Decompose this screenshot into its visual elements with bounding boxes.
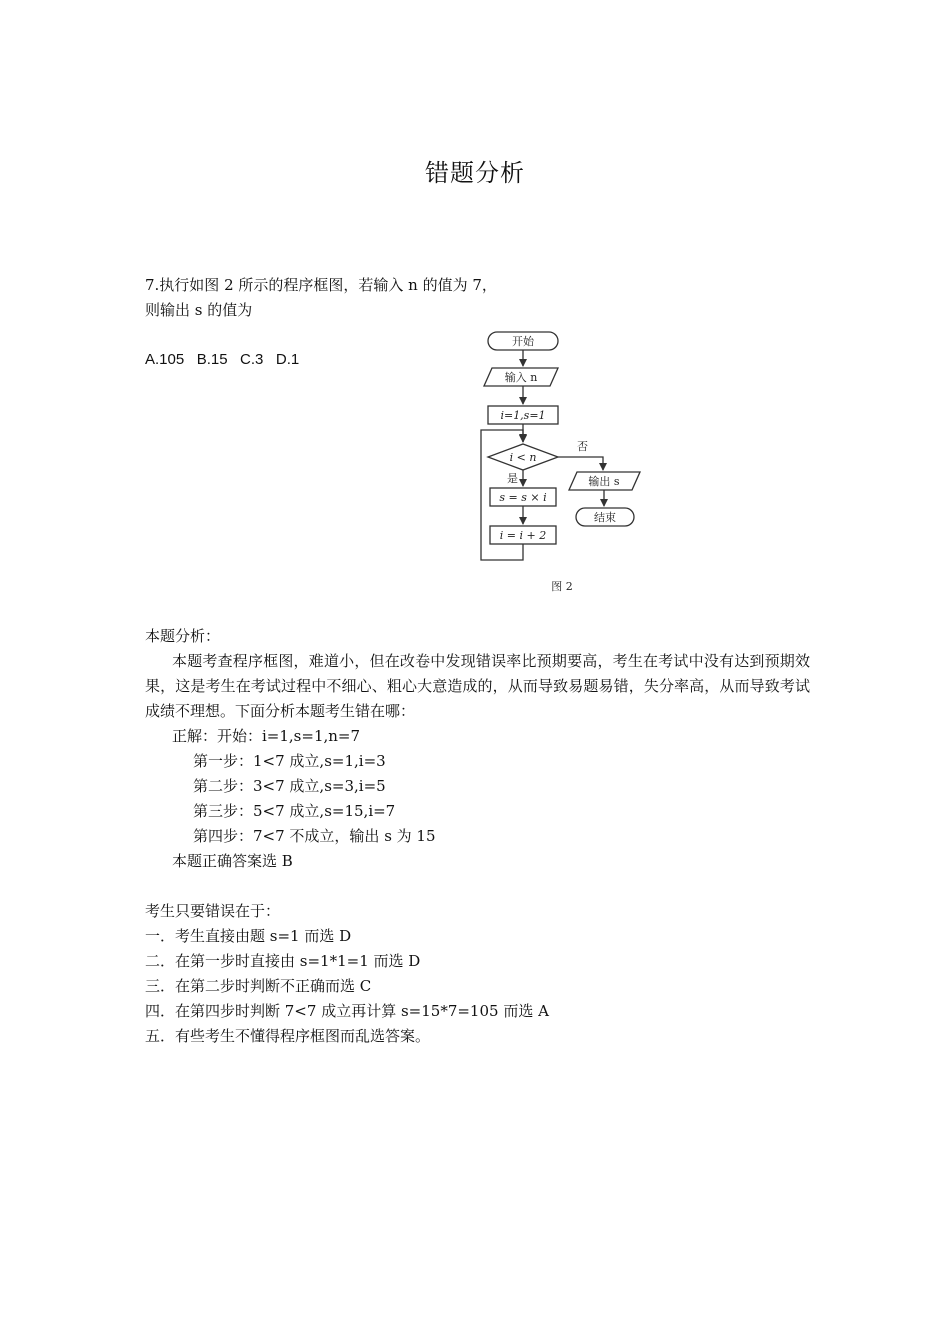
increment-text: i = i + 2: [499, 529, 547, 542]
no-label: 否: [577, 440, 588, 453]
input-text: 输入 n: [504, 371, 538, 384]
condition-text: i < n: [509, 451, 537, 464]
init-text: i=1,s=1: [500, 409, 546, 422]
errors-heading: 考生只要错误在于：: [145, 902, 281, 920]
analysis-section: [145, 624, 810, 1049]
error-item-1: 一．考生直接由题 s=1 而选 D: [145, 927, 352, 945]
output-text: 输出 s: [588, 475, 620, 488]
solution-start: 正解：开始：i=1,s=1,n=7: [172, 727, 361, 745]
error-item-2: 二．在第一步时直接由 s=1*1=1 而选 D: [145, 952, 421, 970]
solution-step-4: 第四步：7<7 不成立，输出 s 为 15: [193, 827, 436, 845]
error-item-4: 四．在第四步时判断 7<7 成立再计算 s=15*7=105 而选 A: [145, 1002, 549, 1020]
correct-answer: 本题正确答案选 B: [172, 852, 293, 870]
loop-back-arrowhead: [519, 434, 527, 442]
answer-options: A.105 B.15 C.3 D.1: [145, 351, 300, 368]
end-text: 结束: [594, 511, 616, 524]
error-item-5: 五．有些考生不懂得程序框图而乱选答案。: [145, 1027, 431, 1045]
flowchart-figure: [470, 326, 660, 596]
solution-step-2: 第二步：3<7 成立,s=3,i=5: [193, 777, 386, 795]
arrow-no-branch: [558, 457, 603, 470]
analysis-heading: 本题分析：: [145, 627, 221, 645]
solution-step-1: 第一步：1<7 成立,s=1,i=3: [193, 752, 386, 770]
analysis-paragraph: 本题考查程序框图，难道小，但在改卷中发现错误率比预期要高，考生在考试中没有达到预期效果，这是考生在考试过程中不细心、粗心大意造成的，从而导致易题易错，失分率高，从而导致考试成绩不理想。下面分析本题考生错在哪：: [145, 652, 810, 720]
error-item-3: 三．在第二步时判断不正确而选 C: [145, 977, 372, 995]
page-title: 错题分析: [425, 159, 525, 187]
multiply-text: s = s × i: [499, 491, 547, 504]
figure-caption: 图 2: [551, 580, 573, 593]
question-line-2: 则输出 s 的值为: [145, 301, 253, 319]
solution-step-3: 第三步：5<7 成立,s=15,i=7: [193, 802, 396, 820]
section-gap: [145, 874, 810, 899]
flowchart-svg: [470, 326, 660, 596]
start-text: 开始: [512, 335, 534, 348]
yes-label: 是: [507, 472, 518, 485]
question-line-1: 7.执行如图 2 所示的程序框图，若输入 n 的值为 7，: [145, 276, 497, 294]
